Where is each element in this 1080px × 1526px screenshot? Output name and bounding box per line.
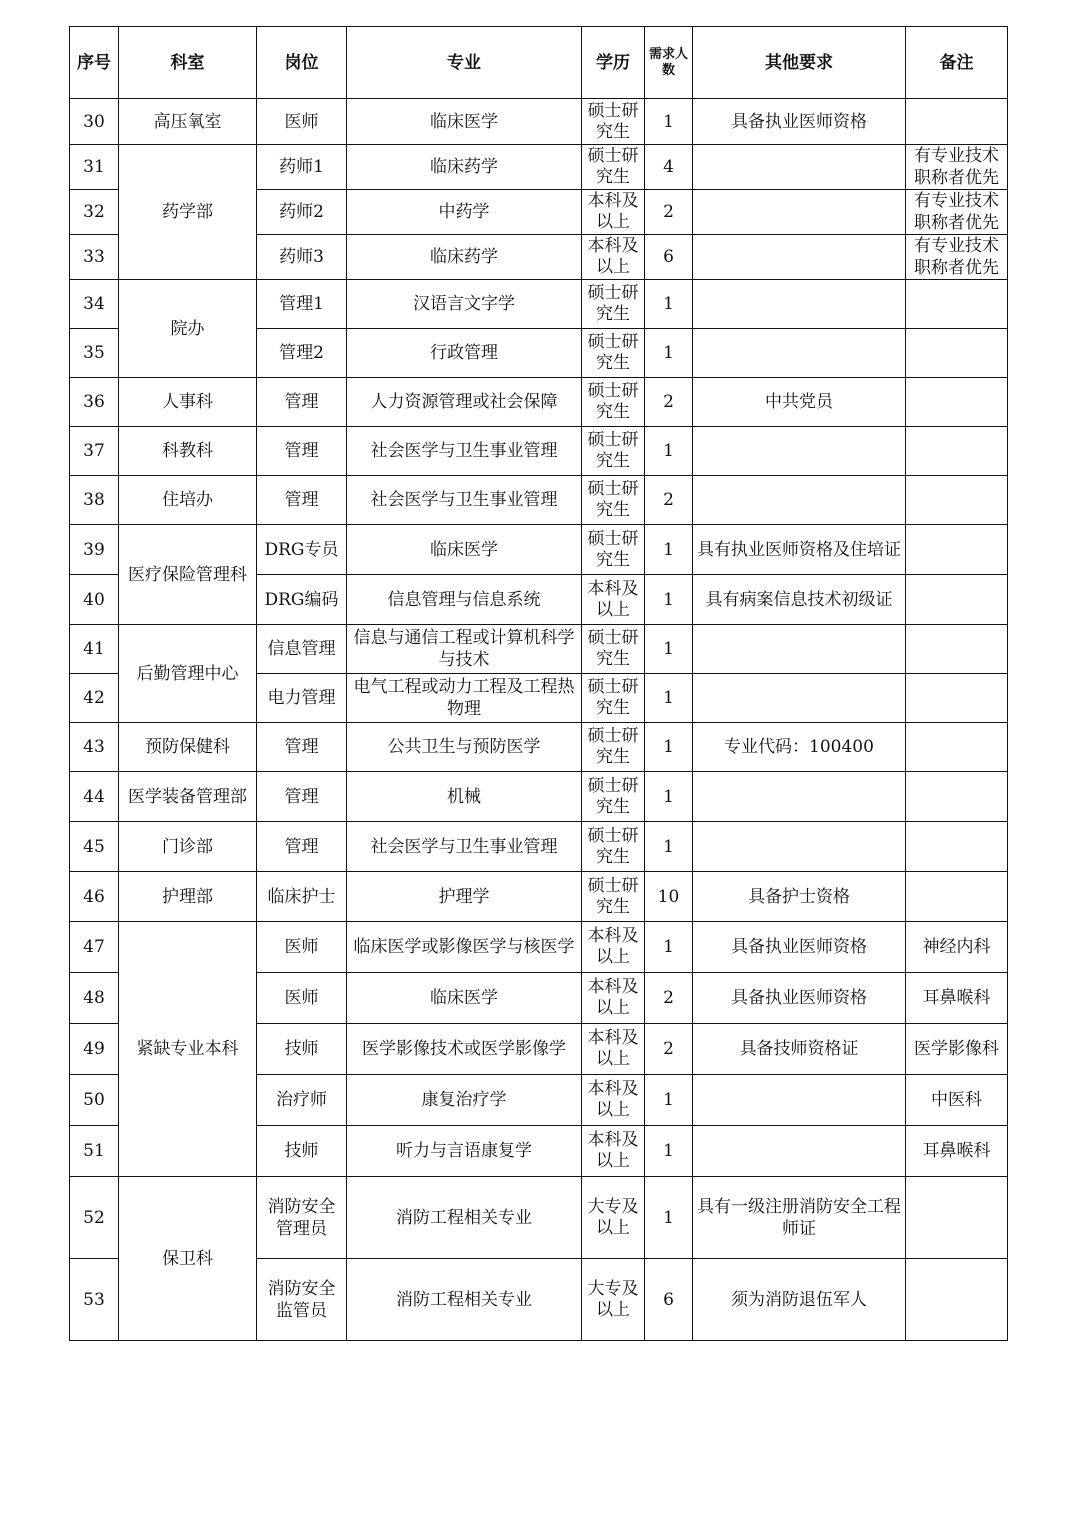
major-cell: 公共卫生与预防医学 — [347, 723, 582, 772]
education-cell: 硕士研究生 — [582, 625, 645, 674]
seq-cell: 39 — [70, 525, 119, 575]
major-cell: 临床医学 — [347, 99, 582, 145]
header-education: 学历 — [582, 27, 645, 99]
seq-cell: 53 — [70, 1259, 119, 1341]
major-cell: 临床药学 — [347, 145, 582, 190]
requirements-cell — [693, 625, 906, 674]
count-cell: 1 — [645, 772, 693, 822]
requirements-cell — [693, 476, 906, 525]
remarks-cell: 有专业技术职称者优先 — [906, 235, 1008, 280]
remarks-cell: 有专业技术职称者优先 — [906, 145, 1008, 190]
seq-cell: 45 — [70, 822, 119, 872]
seq-cell: 33 — [70, 235, 119, 280]
seq-cell: 43 — [70, 723, 119, 772]
dept-cell: 医学装备管理部 — [119, 772, 257, 822]
seq-cell: 38 — [70, 476, 119, 525]
major-cell: 信息管理与信息系统 — [347, 575, 582, 625]
major-cell: 中药学 — [347, 190, 582, 235]
remarks-cell — [906, 329, 1008, 378]
seq-cell: 32 — [70, 190, 119, 235]
major-cell: 消防工程相关专业 — [347, 1177, 582, 1259]
major-cell: 临床医学 — [347, 973, 582, 1024]
education-cell: 大专及以上 — [582, 1259, 645, 1341]
major-cell: 社会医学与卫生事业管理 — [347, 476, 582, 525]
table-row — [70, 378, 1008, 427]
requirements-cell — [693, 427, 906, 476]
remarks-cell: 神经内科 — [906, 922, 1008, 973]
remarks-cell: 耳鼻喉科 — [906, 973, 1008, 1024]
dept-cell: 紧缺专业本科 — [119, 922, 257, 1177]
remarks-cell: 中医科 — [906, 1075, 1008, 1126]
education-cell: 硕士研究生 — [582, 427, 645, 476]
seq-cell: 52 — [70, 1177, 119, 1259]
count-cell: 1 — [645, 723, 693, 772]
position-cell: 管理 — [257, 772, 347, 822]
position-cell: DRG编码 — [257, 575, 347, 625]
education-cell: 硕士研究生 — [582, 872, 645, 922]
dept-cell: 院办 — [119, 280, 257, 378]
remarks-cell — [906, 872, 1008, 922]
education-cell: 硕士研究生 — [582, 280, 645, 329]
requirements-cell — [693, 145, 906, 190]
header-position: 岗位 — [257, 27, 347, 99]
education-cell: 大专及以上 — [582, 1177, 645, 1259]
count-cell: 1 — [645, 575, 693, 625]
position-cell: 消防安全监管员 — [257, 1259, 347, 1341]
count-cell: 2 — [645, 973, 693, 1024]
remarks-cell — [906, 575, 1008, 625]
seq-cell: 35 — [70, 329, 119, 378]
education-cell: 硕士研究生 — [582, 822, 645, 872]
major-cell: 信息与通信工程或计算机科学与技术 — [347, 625, 582, 674]
education-cell: 本科及以上 — [582, 1075, 645, 1126]
position-cell: 治疗师 — [257, 1075, 347, 1126]
position-cell: 电力管理 — [257, 674, 347, 723]
position-cell: 管理 — [257, 427, 347, 476]
major-cell: 康复治疗学 — [347, 1075, 582, 1126]
requirements-cell — [693, 329, 906, 378]
count-cell: 1 — [645, 329, 693, 378]
requirements-cell — [693, 190, 906, 235]
dept-cell: 高压氧室 — [119, 99, 257, 145]
seq-cell: 31 — [70, 145, 119, 190]
major-cell: 行政管理 — [347, 329, 582, 378]
position-cell: 管理 — [257, 822, 347, 872]
education-cell: 硕士研究生 — [582, 723, 645, 772]
position-cell: 医师 — [257, 922, 347, 973]
requirements-cell: 须为消防退伍军人 — [693, 1259, 906, 1341]
seq-cell: 42 — [70, 674, 119, 723]
requirements-cell: 具备执业医师资格 — [693, 973, 906, 1024]
requirements-cell — [693, 822, 906, 872]
header-dept: 科室 — [119, 27, 257, 99]
count-cell: 2 — [645, 190, 693, 235]
table-row — [70, 525, 1008, 575]
table-row — [70, 872, 1008, 922]
header-count: 需求人数 — [645, 27, 693, 99]
count-cell: 2 — [645, 476, 693, 525]
dept-cell: 预防保健科 — [119, 723, 257, 772]
table-row — [70, 922, 1008, 973]
position-cell: 管理1 — [257, 280, 347, 329]
requirements-cell — [693, 772, 906, 822]
requirements-cell — [693, 674, 906, 723]
major-cell: 电气工程或动力工程及工程热物理 — [347, 674, 582, 723]
seq-cell: 36 — [70, 378, 119, 427]
seq-cell: 48 — [70, 973, 119, 1024]
requirements-cell: 具有一级注册消防安全工程师证 — [693, 1177, 906, 1259]
seq-cell: 34 — [70, 280, 119, 329]
header-major: 专业 — [347, 27, 582, 99]
count-cell: 2 — [645, 378, 693, 427]
requirements-cell — [693, 280, 906, 329]
table-row — [70, 145, 1008, 190]
position-cell: 管理2 — [257, 329, 347, 378]
remarks-cell — [906, 378, 1008, 427]
remarks-cell — [906, 476, 1008, 525]
recruitment-table — [69, 26, 1008, 1341]
seq-cell: 44 — [70, 772, 119, 822]
education-cell: 本科及以上 — [582, 575, 645, 625]
dept-cell: 科教科 — [119, 427, 257, 476]
requirements-cell: 具备执业医师资格 — [693, 922, 906, 973]
position-cell: 管理 — [257, 476, 347, 525]
seq-cell: 41 — [70, 625, 119, 674]
dept-cell: 护理部 — [119, 872, 257, 922]
count-cell: 1 — [645, 922, 693, 973]
dept-cell: 后勤管理中心 — [119, 625, 257, 723]
major-cell: 临床医学或影像医学与核医学 — [347, 922, 582, 973]
table-row — [70, 427, 1008, 476]
education-cell: 硕士研究生 — [582, 772, 645, 822]
remarks-cell: 有专业技术职称者优先 — [906, 190, 1008, 235]
remarks-cell — [906, 674, 1008, 723]
position-cell: 信息管理 — [257, 625, 347, 674]
seq-cell: 49 — [70, 1024, 119, 1075]
count-cell: 1 — [645, 99, 693, 145]
position-cell: 管理 — [257, 378, 347, 427]
position-cell: 药师2 — [257, 190, 347, 235]
requirements-cell: 具备护士资格 — [693, 872, 906, 922]
table-row — [70, 625, 1008, 674]
remarks-cell — [906, 1177, 1008, 1259]
position-cell: 消防安全管理员 — [257, 1177, 347, 1259]
position-cell: 管理 — [257, 723, 347, 772]
table-row — [70, 723, 1008, 772]
position-cell: 药师1 — [257, 145, 347, 190]
requirements-cell — [693, 1126, 906, 1177]
major-cell: 社会医学与卫生事业管理 — [347, 427, 582, 476]
requirements-cell — [693, 1075, 906, 1126]
requirements-cell: 具有执业医师资格及住培证 — [693, 525, 906, 575]
major-cell: 护理学 — [347, 872, 582, 922]
requirements-cell: 具备技师资格证 — [693, 1024, 906, 1075]
table-row — [70, 99, 1008, 145]
requirements-cell — [693, 235, 906, 280]
count-cell: 4 — [645, 145, 693, 190]
table-row — [70, 822, 1008, 872]
remarks-cell — [906, 822, 1008, 872]
count-cell: 6 — [645, 1259, 693, 1341]
major-cell: 消防工程相关专业 — [347, 1259, 582, 1341]
requirements-cell: 具备执业医师资格 — [693, 99, 906, 145]
count-cell: 2 — [645, 1024, 693, 1075]
count-cell: 1 — [645, 1126, 693, 1177]
seq-cell: 46 — [70, 872, 119, 922]
major-cell: 医学影像技术或医学影像学 — [347, 1024, 582, 1075]
header-requirements: 其他要求 — [693, 27, 906, 99]
dept-cell: 药学部 — [119, 145, 257, 280]
position-cell: 技师 — [257, 1126, 347, 1177]
major-cell: 汉语言文字学 — [347, 280, 582, 329]
dept-cell: 住培办 — [119, 476, 257, 525]
seq-cell: 47 — [70, 922, 119, 973]
education-cell: 硕士研究生 — [582, 378, 645, 427]
remarks-cell: 医学影像科 — [906, 1024, 1008, 1075]
remarks-cell — [906, 99, 1008, 145]
count-cell: 1 — [645, 822, 693, 872]
education-cell: 硕士研究生 — [582, 99, 645, 145]
education-cell: 本科及以上 — [582, 922, 645, 973]
major-cell: 听力与言语康复学 — [347, 1126, 582, 1177]
education-cell: 硕士研究生 — [582, 329, 645, 378]
position-cell: 药师3 — [257, 235, 347, 280]
major-cell: 机械 — [347, 772, 582, 822]
header-row — [70, 27, 1008, 99]
count-cell: 1 — [645, 1177, 693, 1259]
count-cell: 6 — [645, 235, 693, 280]
dept-cell: 保卫科 — [119, 1177, 257, 1341]
education-cell: 本科及以上 — [582, 1024, 645, 1075]
position-cell: 技师 — [257, 1024, 347, 1075]
education-cell: 硕士研究生 — [582, 476, 645, 525]
seq-cell: 40 — [70, 575, 119, 625]
position-cell: 医师 — [257, 99, 347, 145]
dept-cell: 门诊部 — [119, 822, 257, 872]
table-row — [70, 476, 1008, 525]
requirements-cell: 专业代码：100400 — [693, 723, 906, 772]
remarks-cell — [906, 1259, 1008, 1341]
education-cell: 硕士研究生 — [582, 525, 645, 575]
remarks-cell — [906, 280, 1008, 329]
remarks-cell — [906, 625, 1008, 674]
count-cell: 10 — [645, 872, 693, 922]
major-cell: 社会医学与卫生事业管理 — [347, 822, 582, 872]
count-cell: 1 — [645, 427, 693, 476]
education-cell: 本科及以上 — [582, 973, 645, 1024]
position-cell: 临床护士 — [257, 872, 347, 922]
seq-cell: 51 — [70, 1126, 119, 1177]
major-cell: 人力资源管理或社会保障 — [347, 378, 582, 427]
table-row — [70, 280, 1008, 329]
remarks-cell — [906, 525, 1008, 575]
dept-cell: 人事科 — [119, 378, 257, 427]
remarks-cell — [906, 427, 1008, 476]
table-row — [70, 772, 1008, 822]
header-remarks: 备注 — [906, 27, 1008, 99]
requirements-cell: 具有病案信息技术初级证 — [693, 575, 906, 625]
remarks-cell — [906, 772, 1008, 822]
header-seq: 序号 — [70, 27, 119, 99]
position-cell: 医师 — [257, 973, 347, 1024]
major-cell: 临床药学 — [347, 235, 582, 280]
position-cell: DRG专员 — [257, 525, 347, 575]
requirements-cell: 中共党员 — [693, 378, 906, 427]
education-cell: 本科及以上 — [582, 190, 645, 235]
count-cell: 1 — [645, 1075, 693, 1126]
count-cell: 1 — [645, 674, 693, 723]
major-cell: 临床医学 — [347, 525, 582, 575]
count-cell: 1 — [645, 280, 693, 329]
count-cell: 1 — [645, 625, 693, 674]
education-cell: 本科及以上 — [582, 1126, 645, 1177]
dept-cell: 医疗保险管理科 — [119, 525, 257, 625]
seq-cell: 37 — [70, 427, 119, 476]
table-row — [70, 1177, 1008, 1259]
education-cell: 硕士研究生 — [582, 145, 645, 190]
education-cell: 硕士研究生 — [582, 674, 645, 723]
remarks-cell — [906, 723, 1008, 772]
count-cell: 1 — [645, 525, 693, 575]
seq-cell: 30 — [70, 99, 119, 145]
education-cell: 本科及以上 — [582, 235, 645, 280]
seq-cell: 50 — [70, 1075, 119, 1126]
remarks-cell: 耳鼻喉科 — [906, 1126, 1008, 1177]
